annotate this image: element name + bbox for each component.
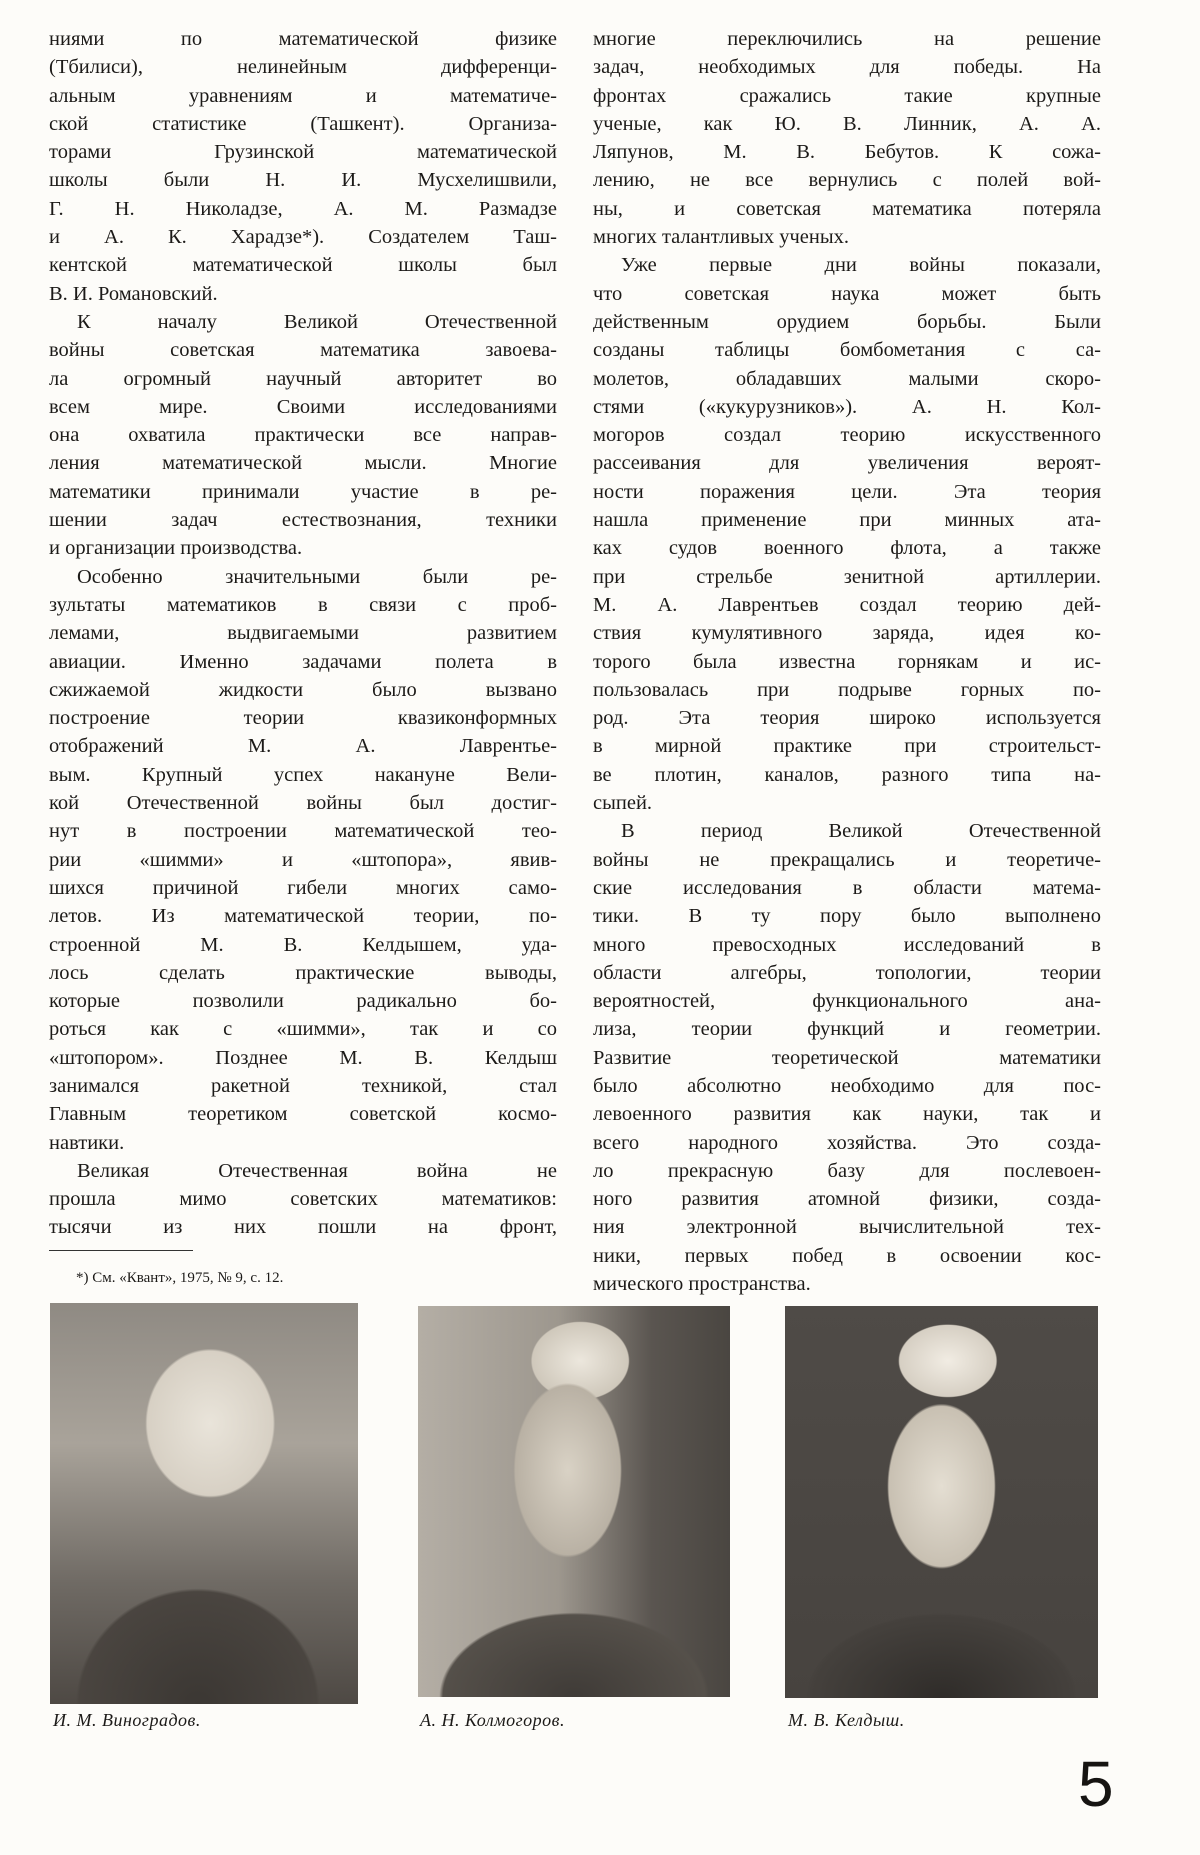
text-line: отображений М. А. Лаврентье-	[49, 735, 557, 758]
text-line: зультаты математиков в связи с проб-	[49, 593, 557, 616]
text-line: торого была известна горнякам и ис-	[593, 650, 1101, 673]
text-line: молетов, обладавших малыми скоро-	[593, 367, 1101, 390]
text-line: тики. В ту пору было выполнено	[593, 905, 1101, 928]
text-line: альным уравнениям и математиче-	[49, 84, 557, 107]
text-line: сжижаемой жидкости было вызвано	[49, 678, 557, 701]
text-line: Развитие теоретической математики	[593, 1046, 1101, 1069]
text-line: всем мире. Своими исследованиями	[49, 395, 557, 418]
text-line: области алгебры, топологии, теории	[593, 961, 1101, 984]
text-line: М. А. Лаврентьев создал теорию дей-	[593, 593, 1101, 616]
text-line: что советская наука может быть	[593, 282, 1101, 305]
text-line: Ляпунов, М. В. Бебутов. К сожа-	[593, 141, 1101, 164]
text-line: ствия кумулятивного заряда, идея ко-	[593, 622, 1101, 645]
photo-caption: М. В. Келдыш.	[788, 1710, 905, 1730]
text-line: в мирной практике при строительст-	[593, 735, 1101, 758]
text-line: при стрельбе зенитной артиллерии.	[593, 565, 1101, 588]
text-line: ники, первых побед в освоении кос-	[593, 1244, 1101, 1267]
text-line: было абсолютно необходимо для пос-	[593, 1074, 1101, 1097]
text-line: (Тбилиси), нелинейным дифференци-	[49, 56, 557, 79]
text-line: вым. Крупный успех накануне Вели-	[49, 763, 557, 786]
text-line: она охватила практически все направ-	[49, 424, 557, 447]
text-line: сыпей.	[593, 792, 653, 815]
text-line: «штопором». Позднее М. В. Келдыш	[49, 1046, 557, 1069]
text-line: действенным орудием борьбы. Были	[593, 310, 1101, 333]
portrait-photo-keldysh	[785, 1306, 1098, 1698]
text-line: ской статистике (Ташкент). Организа-	[49, 112, 557, 135]
text-line: левоенного развития как науки, так и	[593, 1103, 1101, 1126]
text-line: ках судов военного флота, а также	[593, 537, 1101, 560]
text-line: рии «шимми» и «штопора», явив-	[49, 848, 557, 871]
text-line: шении задач естествознания, техники	[49, 509, 557, 532]
text-line: ученые, как Ю. В. Линник, А. А.	[593, 112, 1101, 135]
text-line: задач, необходимых для победы. На	[593, 56, 1101, 79]
text-line: строенной М. В. Келдышем, уда-	[49, 933, 557, 956]
text-line: стями («кукурузников»). А. Н. Кол-	[593, 395, 1101, 418]
text-line: кой Отечественной войны был достиг-	[49, 792, 557, 815]
text-line: навтики.	[49, 1131, 125, 1154]
text-line: ности поражения цели. Эта теория	[593, 480, 1101, 503]
text-line: много превосходных исследований в	[593, 933, 1101, 956]
text-line: могоров создал теорию искусственного	[593, 424, 1101, 447]
text-line: войны советская математика завоева-	[49, 339, 557, 362]
text-line: ве плотин, каналов, разного типа на-	[593, 763, 1101, 786]
text-line: ские исследования в области матема-	[593, 876, 1101, 899]
text-line: пользовалась при подрыве горных по-	[593, 678, 1101, 701]
text-line: которые позволили радикально бо-	[49, 990, 557, 1013]
text-line: вероятностей, функционального ана-	[593, 990, 1101, 1013]
text-line: школы были Н. И. Мусхелишвили,	[49, 169, 557, 192]
text-line: лению, не все вернулись с полей вой-	[593, 169, 1101, 192]
text-line: ниями по математической физике	[49, 28, 557, 50]
text-line: фронтах сражались такие крупные	[593, 84, 1101, 107]
paragraph-start: К началу Великой Отечественной	[77, 310, 557, 333]
text-line: созданы таблицы бомбометания с са-	[593, 339, 1101, 362]
paragraph-start: В период Великой Отечественной	[621, 820, 1101, 843]
text-line: мического пространства.	[593, 1273, 811, 1296]
text-line: лиза, теории функций и геометрии.	[593, 1018, 1101, 1041]
text-line: и А. К. Харадзе*). Создателем Таш-	[49, 226, 557, 249]
text-line: лемами, выдвигаемыми развитием	[49, 622, 557, 645]
photo-caption: А. Н. Колмогоров.	[420, 1710, 565, 1730]
text-line: ны, и советская математика потеряла	[593, 197, 1101, 220]
text-line: кентской математической школы был	[49, 254, 557, 277]
text-line: торами Грузинской математической	[49, 141, 557, 164]
text-line: ления математической мысли. Многие	[49, 452, 557, 475]
portrait-photo-vinogradov	[50, 1303, 358, 1704]
text-line: занимался ракетной техникой, стал	[49, 1074, 557, 1097]
text-line: построение теории квазиконформных	[49, 707, 557, 730]
text-line: ла огромный научный авторитет во	[49, 367, 557, 390]
text-line: и организации производства.	[49, 537, 303, 560]
text-line: Главным теоретиком советской космо-	[49, 1103, 557, 1126]
text-line: нут в построении математической тео-	[49, 820, 557, 843]
text-line: Г. Н. Николадзе, А. М. Размадзе	[49, 197, 557, 220]
text-line: летов. Из математической теории, по-	[49, 905, 557, 928]
text-line: многие переключились на решение	[593, 28, 1101, 50]
left-text-column	[49, 25, 557, 1242]
text-line: авиации. Именно задачами полета в	[49, 650, 557, 673]
footnote: *) См. «Квант», 1975, № 9, с. 12.	[76, 1270, 284, 1286]
text-line: войны не прекращались и теоретиче-	[593, 848, 1101, 871]
text-line: род. Эта теория широко используется	[593, 707, 1101, 730]
paragraph-start: Великая Отечественная война не	[77, 1159, 557, 1182]
text-line: прошла мимо советских математиков:	[49, 1188, 557, 1211]
portrait-photo-kolmogorov	[418, 1306, 730, 1697]
photo-caption: И. М. Виноградов.	[53, 1710, 201, 1730]
text-line: математики принимали участие в ре-	[49, 480, 557, 503]
paragraph-start: Особенно значительными были ре-	[77, 565, 557, 588]
right-text-column	[593, 25, 1101, 1298]
footnote-divider	[49, 1250, 193, 1251]
page-number: 5	[1078, 1748, 1114, 1820]
text-line: нашла применение при минных ата-	[593, 509, 1101, 532]
text-line: тысячи из них пошли на фронт,	[49, 1216, 557, 1239]
text-line: В. И. Романовский.	[49, 282, 218, 305]
text-line: ния электронной вычислительной тех-	[593, 1216, 1101, 1239]
text-line: всего народного хозяйства. Это созда-	[593, 1131, 1101, 1154]
text-line: многих талантливых ученых.	[593, 226, 849, 249]
paragraph-start: Уже первые дни войны показали,	[621, 254, 1101, 277]
text-line: лось сделать практические выводы,	[49, 961, 557, 984]
text-line: роться как с «шимми», так и со	[49, 1018, 557, 1041]
text-line: ло прекрасную базу для послевоен-	[593, 1159, 1101, 1182]
text-line: рассеивания для увеличения вероят-	[593, 452, 1101, 475]
text-line: ного развития атомной физики, созда-	[593, 1188, 1101, 1211]
text-line: шихся причиной гибели многих само-	[49, 876, 557, 899]
